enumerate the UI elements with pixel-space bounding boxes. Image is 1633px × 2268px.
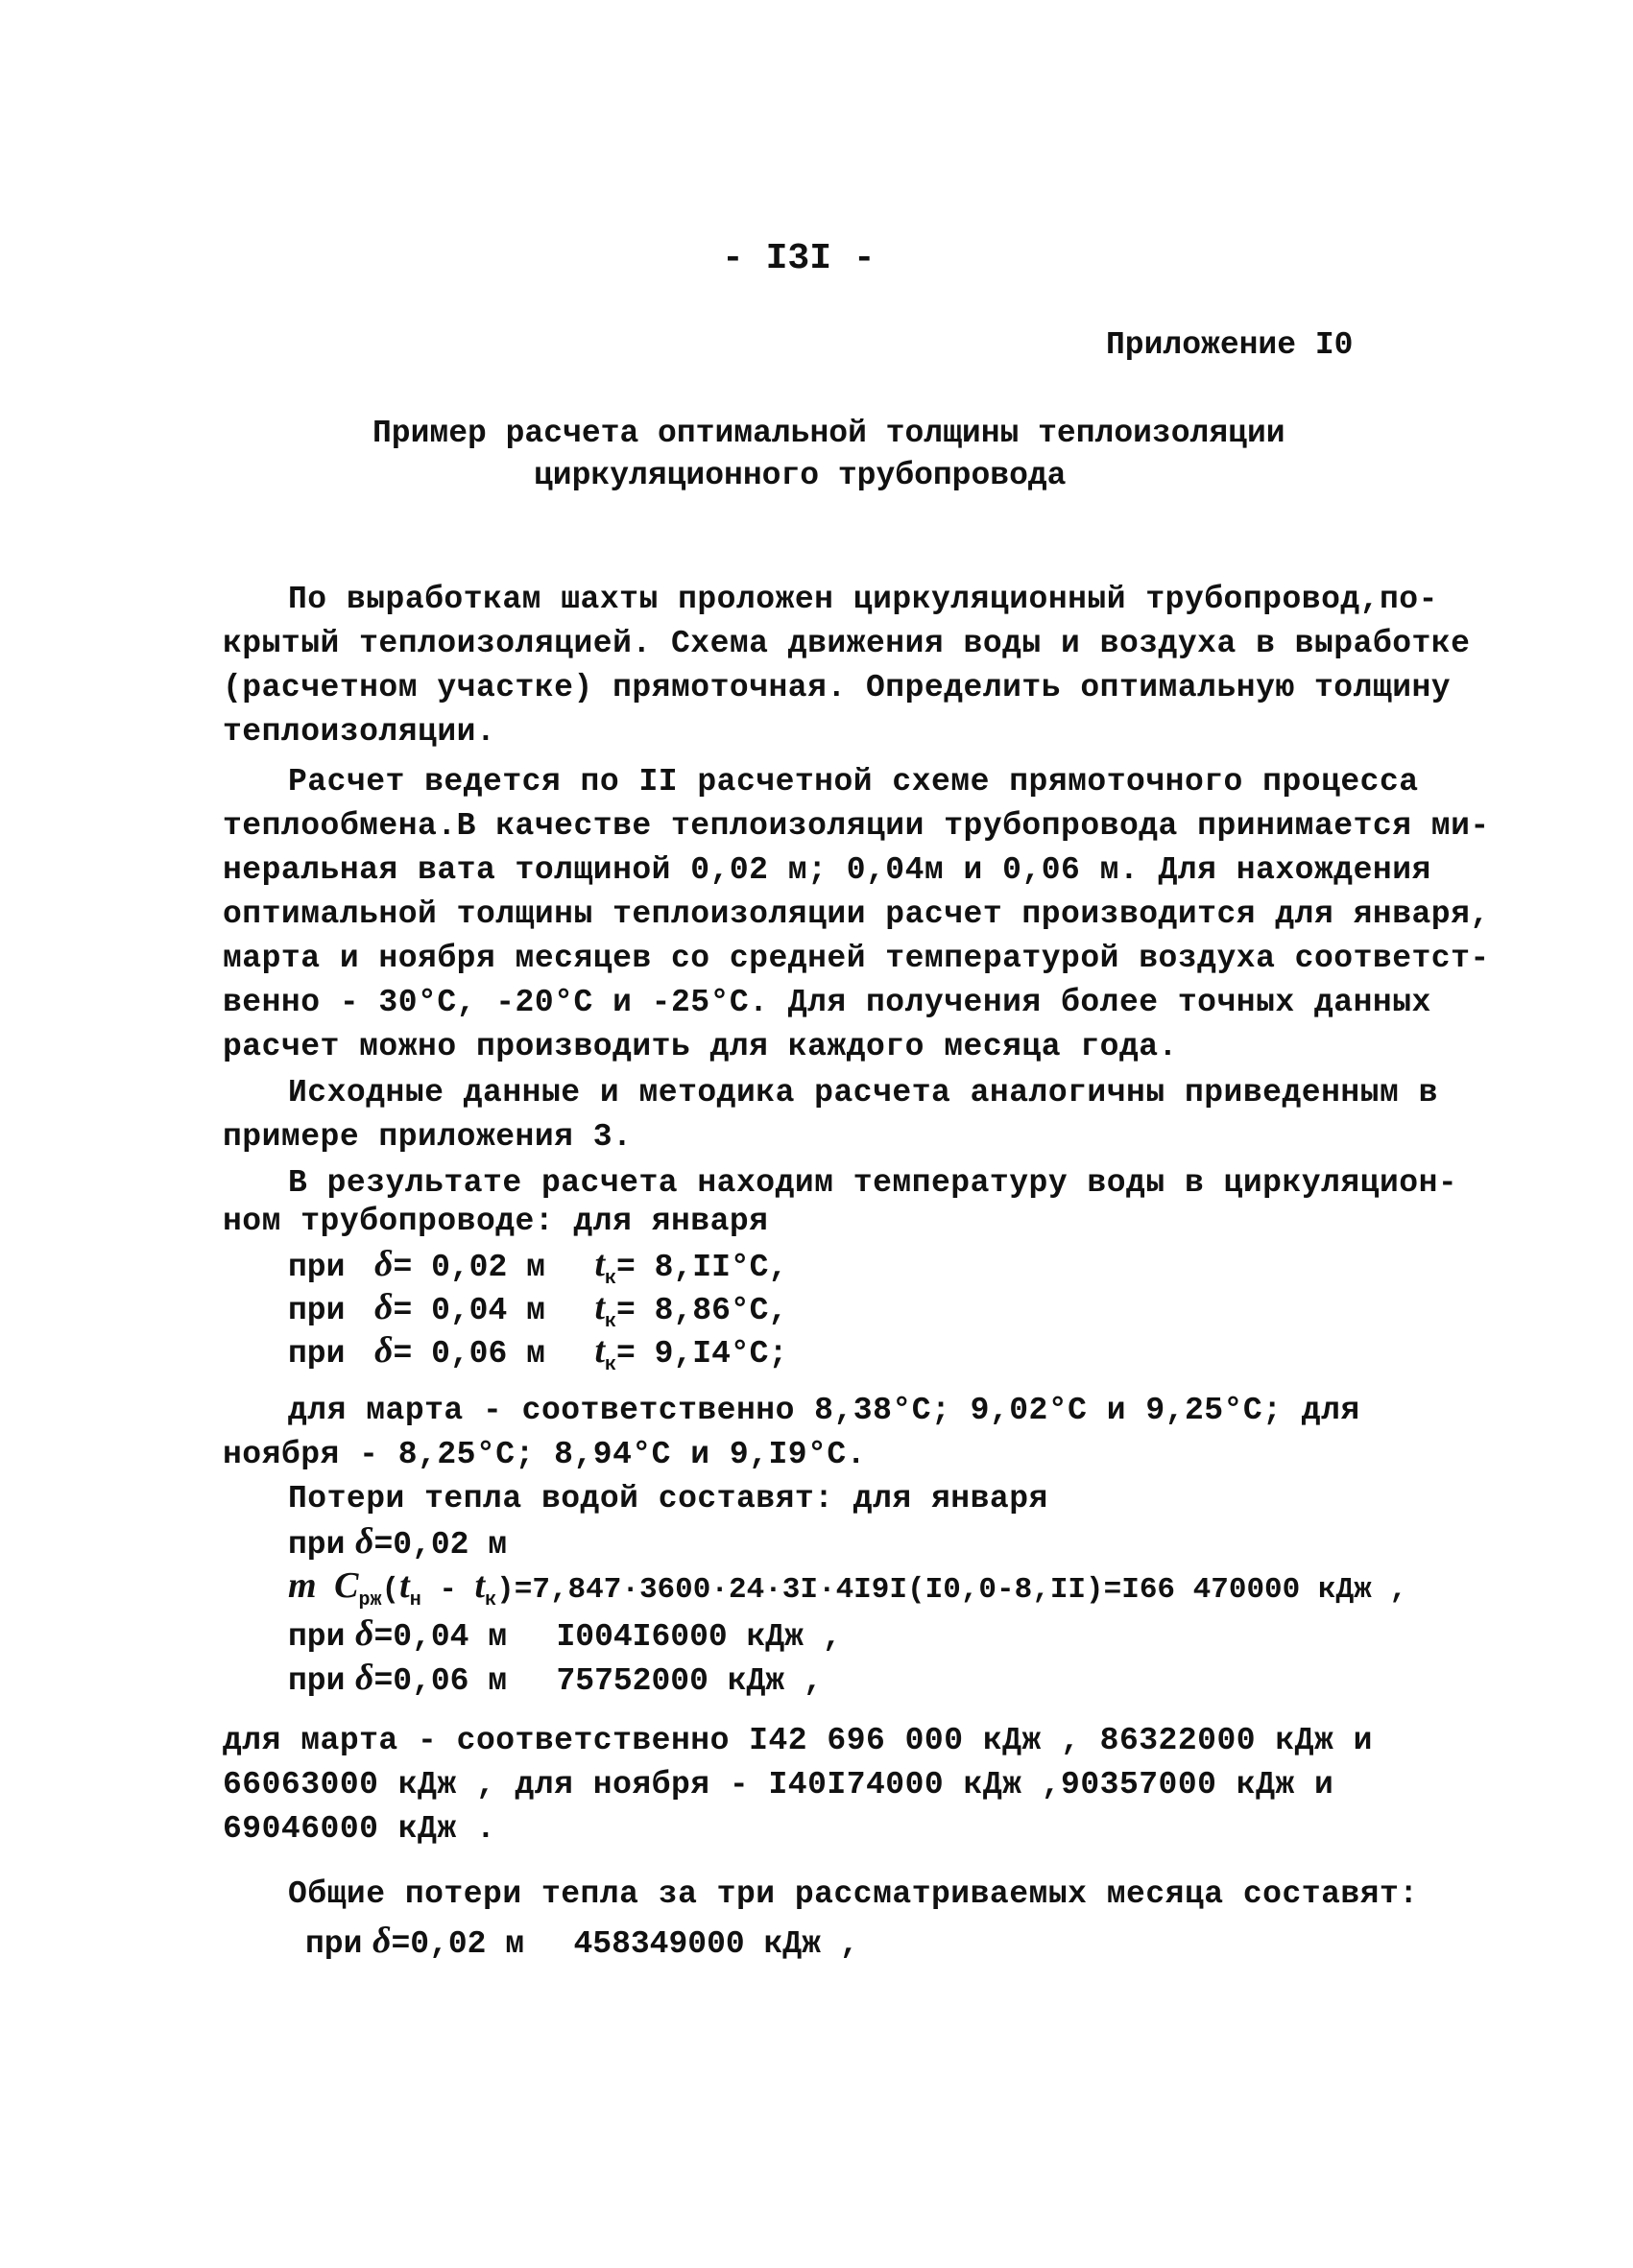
para3-line-1: Исходные данные и методика расчета аналогичны приведенным в <box>288 1075 1438 1110</box>
para4-line-1: В результате расчета находим температуру воды в циркуляцион- <box>288 1165 1458 1201</box>
t-symbol: t <box>594 1287 606 1327</box>
jan-loss-row: при δ=0,06 м 75752000 кДж , <box>288 1658 823 1699</box>
para6-line-2: 66063000 кДж , для ноября - I40I74000 кДж ,90357000 кДж и <box>223 1767 1334 1802</box>
para1-line-4: теплоизоляции. <box>223 714 496 750</box>
delta-symbol: δ <box>355 1613 374 1654</box>
title-line-1: Пример расчета оптимальной толщины теплоизоляции <box>372 416 1285 451</box>
delta-symbol: δ <box>355 1658 374 1698</box>
jan-temp-row: при δ= 0,04 м $t_к= 8,86^\circ С$, <box>288 1287 788 1333</box>
para2-line-2: теплообмена.В качестве теплоизоляции трубопровода принимается ми- <box>223 808 1490 844</box>
total-loss-row: при δ=0,02 м 458349000 кДж , <box>305 1921 859 1962</box>
total-loss-intro: Общие потери тепла за три рассматриваемых месяца составят: <box>288 1876 1419 1912</box>
para2-line-5: марта и ноября месяцев со средней температурой воздуха соответст- <box>223 941 1490 976</box>
para6-line-1: для марта - соответственно I42 696 000 кДж , 86322000 кДж и <box>223 1723 1373 1758</box>
heat-loss-intro: Потери тепла водой составят: для января <box>288 1481 1048 1516</box>
title-line-2: циркуляционного трубопровода <box>534 458 1067 493</box>
para2-line-6: венно - 30°С, -20°С и -25°С. Для получения более точных данных <box>223 985 1431 1020</box>
jan-loss-first: при δ=0,02 м <box>288 1521 508 1563</box>
appendix-label: Приложение I0 <box>1106 327 1354 363</box>
jan-temp-row: при δ= 0,06 м $t_к= 9,I4^\circ С$; <box>288 1330 788 1376</box>
para4-line-2: ном трубопроводе: для января <box>223 1204 769 1239</box>
delta-symbol: δ <box>374 1287 394 1327</box>
para2-line-7: расчет можно производить для каждого месяца года. <box>223 1029 1178 1064</box>
delta-symbol: δ <box>372 1921 392 1961</box>
para5-line-2: ноября - 8,25°С; 8,94°С и 9,I9°С. <box>223 1437 867 1472</box>
delta-symbol: δ <box>374 1330 394 1371</box>
heat-loss-formula: m $C_{рж}(t_н - t_к)=7,847\cdot 3600\cdot 24\cdot 3I\cdot 4I9I(I0,0-8,II)=I66$ 470000 кДж , <box>288 1565 1407 1611</box>
t-symbol: t <box>594 1244 606 1284</box>
delta-symbol: δ <box>374 1244 394 1284</box>
para2-line-3: неральная вата толщиной 0,02 м; 0,04м и 0,06 м. Для нахождения <box>223 852 1431 888</box>
page-number: - I3I - <box>722 238 876 279</box>
jan-temp-row: при δ= 0,02 м $t_к= 8,II^\circ С$, <box>288 1244 788 1290</box>
delta-symbol: δ <box>355 1521 374 1562</box>
para1-line-1: По выработкам шахты проложен циркуляционный трубопровод,по- <box>288 582 1438 617</box>
para2-line-1: Расчет ведется по II расчетной схеме прямоточного процесса <box>288 764 1419 800</box>
para2-line-4: оптимальной толщины теплоизоляции расчет производится для января, <box>223 896 1490 932</box>
t-symbol: t <box>594 1330 606 1371</box>
para3-line-2: примере приложения 3. <box>223 1119 633 1155</box>
para5-line-1: для марта - соответственно 8,38°С; 9,02°С и 9,25°С; для <box>288 1393 1360 1428</box>
para6-line-3: 69046000 кДж . <box>223 1811 496 1847</box>
para1-line-3: (расчетном участке) прямоточная. Определить оптимальную толщину <box>223 670 1452 705</box>
para1-line-2: крытый теплоизоляцией. Схема движения воды и воздуха в выработке <box>223 626 1471 661</box>
jan-loss-row: при δ=0,04 м I004I6000 кДж , <box>288 1613 842 1655</box>
